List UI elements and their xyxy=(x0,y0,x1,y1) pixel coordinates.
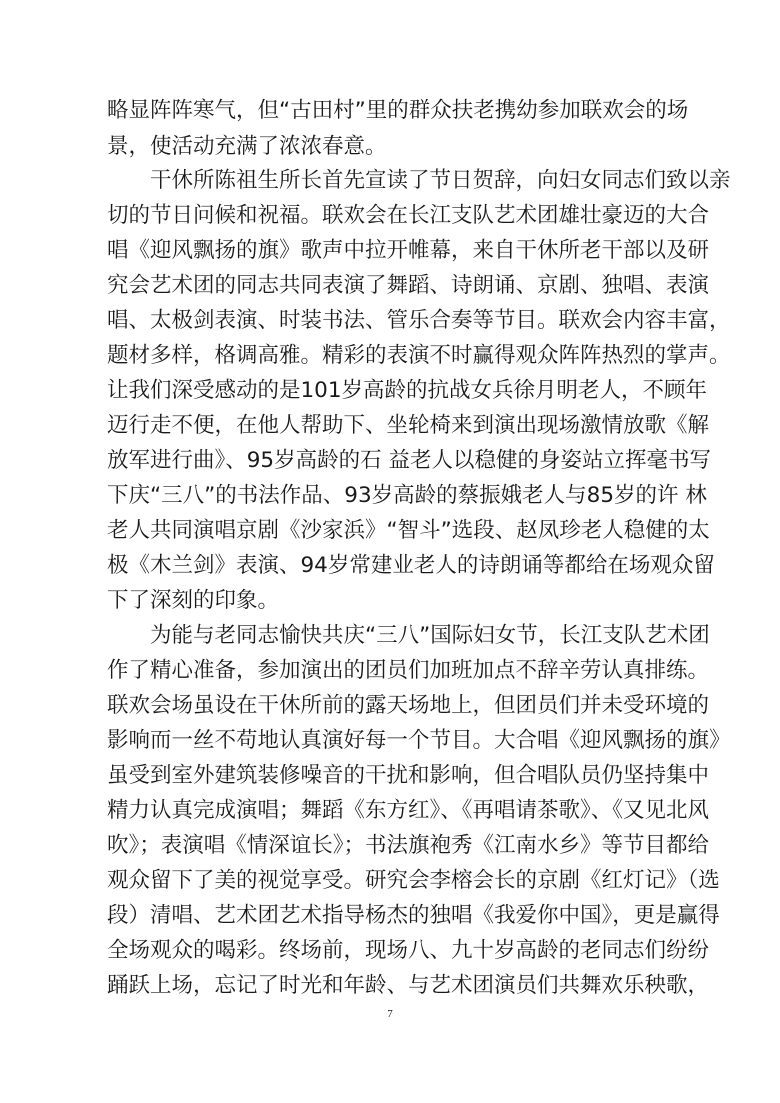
text-line: 虽受到室外建筑装修噪音的干扰和影响，但合唱队员仍坚持集中 xyxy=(107,763,710,788)
text-line: 唱、太极剑表演、时装书法、管乐合奏等节目。联欢会内容丰富， xyxy=(107,308,731,333)
text-line: 题材多样，格调高雅。精彩的表演不时赢得观众阵阵热烈的掌声。 xyxy=(107,343,731,368)
text-line: 下庆“三八”的书法作品、93岁高龄的蔡振娥老人与85岁的许 林 xyxy=(107,483,707,508)
text-line: 干休所陈祖生所长首先宣读了节日贺辞，向妇女同志们致以亲 xyxy=(107,168,731,193)
text-line: 唱《迎风飘扬的旗》歌声中拉开帷幕，来自干休所老干部以及研 xyxy=(107,238,710,263)
text-line: 极《木兰剑》表演、94岁常建业老人的诗朗诵等都给在场观众留 xyxy=(107,553,715,578)
text-line: 踊跃上场，忘记了时光和年龄、与艺术团演员们共舞欢乐秧歌， xyxy=(107,973,710,998)
text-line: 精力认真完成演唱；舞蹈《东方红》、《再唱请茶歌》、《又见北风 xyxy=(107,798,710,823)
page-number: 7 xyxy=(387,1008,393,1020)
text-line: 作了精心准备，参加演出的团员们加班加点不辞辛劳认真排练。 xyxy=(107,658,710,683)
text-line: 全场观众的喝彩。终场前，现场八、九十岁高龄的老同志们纷纷 xyxy=(107,938,710,963)
text-line: 联欢会场虽设在干休所前的露天场地上，但团员们并未受环境的 xyxy=(107,693,710,718)
text-line: 段）清唱、艺术团艺术指导杨杰的独唱《我爱你中国》，更是赢得 xyxy=(107,903,720,928)
text-line: 略显阵阵寒气，但“古田村”里的群众扶老携幼参加联欢会的场 xyxy=(107,98,689,123)
text-line: 吹》；表演唱《情深谊长》；书法旗袍秀《江南水乡》等节目都给 xyxy=(107,833,710,858)
text-line: 影响而一丝不苟地认真演好每一个节目。大合唱《迎风飘扬的旗》 xyxy=(107,728,731,753)
text-line: 让我们深受感动的是101岁高龄的抗战女兵徐月明老人，不顾年 xyxy=(107,378,708,403)
text-line: 景，使活动充满了浓浓春意。 xyxy=(107,134,387,159)
text-line: 迈行走不便，在他人帮助下、坐轮椅来到演出现场激情放歌《解 xyxy=(107,413,710,438)
text-line: 为能与老同志愉快共庆“三八”国际妇女节，长江支队艺术团 xyxy=(107,623,710,648)
text-line: 下了深刻的印象。 xyxy=(107,588,280,613)
text-line: 观众留下了美的视觉享受。研究会李榕会长的京剧《红灯记》（选 xyxy=(107,868,720,893)
text-line: 放军进行曲》、95岁高龄的石 益老人以稳健的身姿站立挥毫书写 xyxy=(107,448,711,473)
text-line: 切的节日问候和祝福。联欢会在长江支队艺术团雄壮豪迈的大合 xyxy=(107,203,710,228)
text-line: 究会艺术团的同志共同表演了舞蹈、诗朗诵、京剧、独唱、表演 xyxy=(107,273,710,298)
text-line: 老人共同演唱京剧《沙家浜》“智斗”选段、赵凤珍老人稳健的太 xyxy=(107,518,710,543)
